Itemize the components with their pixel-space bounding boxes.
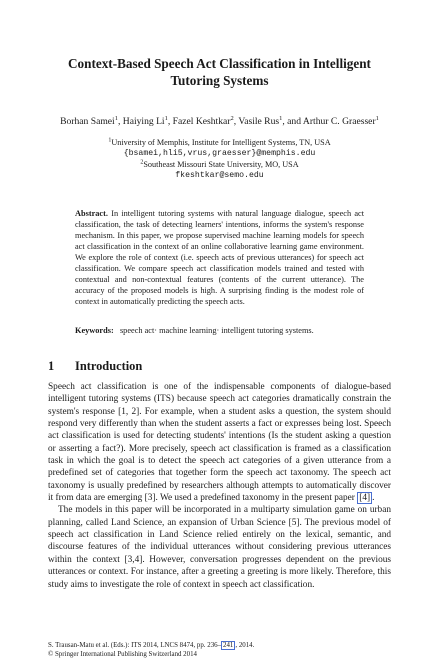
author-separator: , xyxy=(233,116,239,127)
footer-citation xyxy=(48,641,391,650)
citation-link[interactable]: [4] xyxy=(359,493,371,504)
author-name: Fazel Keshtkar xyxy=(172,116,231,127)
affiliation-2-sup: 2 xyxy=(140,159,144,166)
paragraph-1-text: Speech act classification is one of the indispensable components of dialogue-based intelligent tutoring systems (ITS) because speech act categories dramatically constrain the system's response [1, 2]. For example, when a student asks a question, the system should respond very differently than when the student asserts a fact or expresses being lost. Speech act classification is used for detecting students' intentions (Is the student asking a question or asserting a fact?). More precisely, speech act classification is framed as a classification task in which the goal is to detect the speech act categories of a given utterance from a predefined set of categories that together form the speech act taxonomy. The speech act taxonomy is usually predefined by researchers although attempts to automatically discover it from data are emerging [3]. We used a predefined taxonomy in the present paper xyxy=(48,382,391,504)
author-affiliation-sup: 1 xyxy=(114,114,118,122)
abstract-label: Abstract. xyxy=(75,209,108,218)
author-name: Haiying Li xyxy=(122,116,165,127)
affiliation-2 xyxy=(40,160,399,171)
page-link[interactable]: 241 xyxy=(223,642,234,649)
title-line-1: Context-Based Speech Act Classification in Intelligent xyxy=(68,56,371,71)
author-affiliation-sup: 1 xyxy=(164,114,168,122)
footer-citation-text: S. Trausan-Matu et al. (Eds.): ITS 2014, LNCS 8474, pp. 236– xyxy=(48,642,222,649)
section-title: Introduction xyxy=(75,359,143,373)
author-name: Vasile Rus xyxy=(238,116,280,127)
section-number: 1 xyxy=(48,359,55,373)
keywords-text: speech act· machine learning· intelligent tutoring systems. xyxy=(119,326,314,335)
abstract xyxy=(75,208,364,307)
footer-citation-end: , 2014. xyxy=(235,642,255,649)
keywords-label: Keywords: xyxy=(75,326,114,335)
author-separator: , xyxy=(117,116,123,127)
author-list xyxy=(20,116,419,128)
affiliation-1-text: University of Memphis, Institute for Intelligent Systems, TN, USA xyxy=(111,138,331,147)
author-affiliation-sup: 1 xyxy=(279,114,283,122)
paragraph-1 xyxy=(48,381,391,504)
copyright: © Springer International Publishing Switzerland 2014 xyxy=(48,651,197,658)
section-heading xyxy=(48,359,142,374)
email-1[interactable]: {bsamei,hli5,vrus,graesser}@memphis.edu xyxy=(123,149,316,158)
author-affiliation-sup: 1 xyxy=(375,114,379,122)
paragraph-2: The models in this paper will be incorporated in a multiparty simulation game on urban planning, called Land Science, an expansion of Urban Science [5]. The previous model of speech act classification in Land Science relied entirely on the lexical, semantic, and discourse features of the individual utterances without considering previous utterances within the context [3,4]. However, conversation progresses dependent on the previous utterances or context. For instance, after a greeting a greeting is more likely. Therefore, this study aims to investigate the role of context in speech act classification. xyxy=(48,505,391,590)
keywords xyxy=(75,325,364,336)
affiliation-2-text: Southeast Missouri State University, MO, USA xyxy=(143,160,299,169)
affiliation-1-sup: 1 xyxy=(108,137,112,144)
email-2[interactable]: fkeshtkar@semo.edu xyxy=(175,171,264,180)
author-affiliation-sup: 2 xyxy=(230,114,234,122)
abstract-text: In intelligent tutoring systems with natural language dialogue, speech act classification, the task of detecting learners' intentions, informs the system's response mechanism. In this paper, we propose supervised machine learning models for speech act classification in the context of an online collaborative learning game environment. We explore the role of context (i.e. speech acts of previous utterances) for speech act classification. We compare speech act classification models trained and tested with contextual and non-contextual features (contents of the current utterance). The accuracy of the proposed models is high. A surprising finding is the modest role of context in automatically predicting the speech acts. xyxy=(75,209,364,307)
section-body xyxy=(48,381,391,591)
title-line-2: Tutoring Systems xyxy=(170,73,269,88)
author-separator: , xyxy=(167,116,173,127)
author-separator: , and xyxy=(282,116,303,127)
affiliation-1 xyxy=(40,138,399,149)
author-name: Arthur C. Graesser xyxy=(302,116,376,127)
paper-title xyxy=(40,55,399,89)
author-name: Borhan Samei xyxy=(60,116,115,127)
footer xyxy=(48,641,391,659)
paragraph-1-end: . xyxy=(372,493,375,504)
